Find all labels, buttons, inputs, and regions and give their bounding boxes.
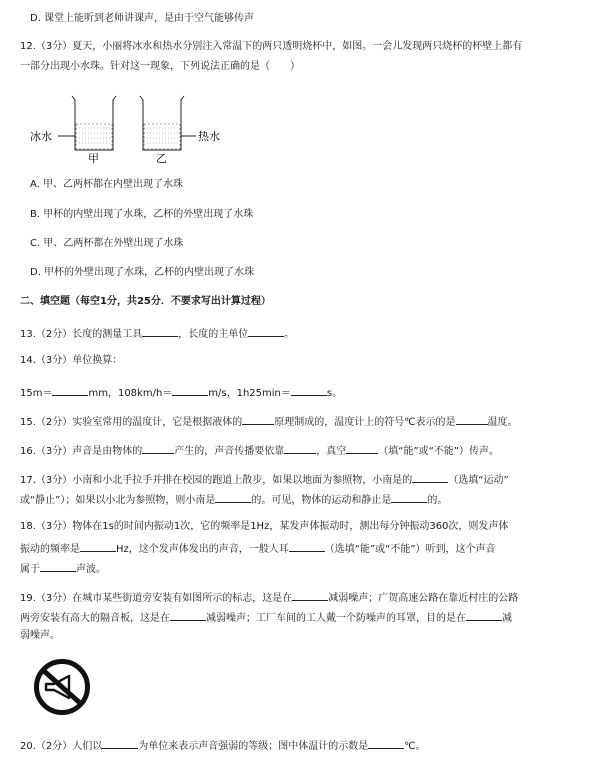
answer-blank — [284, 442, 316, 454]
q18-line1: 18.（3分）物体在1s的时间内振动1次，它的频率是1Hz，某发声体振动时，测出每分钟振动360次，则发声体 — [20, 521, 509, 532]
q17-text-d: 的。可见，物体的运动和静止是 — [251, 495, 392, 506]
label-ice-water: 冰水 — [30, 130, 52, 143]
q13-text-c: 。 — [284, 329, 295, 340]
q17-text-b: （选填“运动” — [448, 475, 509, 486]
q19-line1 — [20, 589, 518, 606]
answer-blank — [80, 540, 116, 552]
answer-blank — [242, 413, 274, 425]
answer-blank — [466, 609, 502, 621]
q14-text-b: mm，108km/h＝ — [88, 388, 173, 399]
q15 — [20, 413, 518, 430]
answer-blank — [289, 540, 325, 552]
q17-line1 — [20, 471, 509, 488]
q12-option-c: C. 甲、乙两杯都在外壁出现了水珠 — [30, 238, 184, 249]
q19-text-c: 两旁安装有高大的隔音板，这是在 — [20, 613, 170, 624]
q12-option-d: D. 甲杯的外壁出现了水珠，乙杯的内壁出现了水珠 — [30, 267, 255, 278]
q17-text-c: 或“静止”）；如果以小北为参照物，则小南是 — [20, 495, 216, 506]
q12-stem-line2: 一部分出现小水珠。针对这一现象，下列说法正确的是（ ） — [20, 61, 300, 72]
q19-text-b: 减弱噪声；广贺高速公路在靠近村庄的公路 — [328, 593, 519, 604]
q14-conversions — [20, 384, 342, 401]
no-horn-sign-icon — [32, 657, 92, 717]
label-yi: 乙 — [156, 152, 167, 165]
answer-blank — [40, 560, 76, 572]
q18-text-f: 声波。 — [76, 564, 106, 575]
q16-text-b: 产生的，声音传播要依靠 — [174, 446, 285, 457]
q18-line2 — [20, 540, 496, 557]
q13-text-b: ，长度的主单位 — [178, 329, 249, 340]
q16-text-d: （填“能”或“不能”）传声。 — [378, 446, 499, 457]
q19-line2 — [20, 609, 512, 626]
answer-blank — [215, 491, 251, 503]
answer-blank — [291, 384, 327, 396]
label-hot-water: 热水 — [198, 130, 220, 143]
q20-text-b: 为单位来表示声音强弱的等级；图中体温计的示数是 — [138, 741, 369, 752]
q15-text-a: 15.（2分）实验室常用的温度计，它是根据液体的 — [20, 417, 243, 428]
answer-blank — [346, 442, 378, 454]
q13 — [20, 325, 294, 342]
beakers-figure — [28, 92, 228, 166]
q18-text-e: 属于 — [20, 564, 40, 575]
q19-line3: 弱噪声。 — [20, 630, 60, 641]
q14-text-a: 15m＝ — [20, 388, 53, 399]
q16 — [20, 442, 499, 459]
q17-text-a: 17.（3分）小南和小北手拉手并排在校园的跑道上散步，如果以地面为参照物，小南是的 — [20, 475, 413, 486]
q16-text-c: ，真空 — [316, 446, 347, 457]
answer-blank — [172, 384, 208, 396]
q17-text-e: 的。 — [427, 495, 448, 506]
answer-blank — [456, 413, 488, 425]
q14-text-c: m/s，1h25min＝ — [208, 388, 291, 399]
q17-line2 — [20, 491, 447, 508]
beaker-yi — [140, 96, 184, 150]
q18-text-b: 振动的频率是 — [20, 544, 80, 555]
q13-text-a: 13.（2分）长度的测量工具 — [20, 329, 143, 340]
q12-option-a: A. 甲、乙两杯都在内壁出现了水珠 — [30, 179, 184, 190]
beaker-jia — [72, 96, 116, 150]
q20-text-c: ℃。 — [404, 741, 426, 752]
q11-option-d: D. 课堂上能听到老师讲课声，是由于空气能够传声 — [30, 13, 255, 24]
q20 — [20, 737, 426, 754]
q19-text-e: 减 — [502, 613, 512, 624]
q14-title: 14.（3分）单位换算： — [20, 355, 123, 366]
q14-text-d: s。 — [326, 388, 343, 399]
q12-option-b: B. 甲杯的内壁出现了水珠，乙杯的外壁出现了水珠 — [30, 209, 254, 220]
label-jia: 甲 — [88, 152, 99, 165]
q16-text-a: 16.（3分）声音是由物体的 — [20, 446, 143, 457]
answer-blank — [142, 442, 174, 454]
answer-blank — [412, 471, 448, 483]
q15-text-b: 原理制成的，温度计上的符号℃表示的是 — [274, 417, 456, 428]
answer-blank — [368, 737, 404, 749]
q15-text-c: 温度。 — [487, 417, 518, 428]
answer-blank — [292, 589, 328, 601]
q12-stem-line1: 12.（3分）夏天，小丽将冰水和热水分别注入常温下的两只透明烧杯中，如图。一会儿发现两只烧杯的杯壁上都有 — [20, 41, 523, 52]
q18-text-c: Hz，这个发声体发出的声音，一般人耳 — [116, 544, 289, 555]
q19-text-d: 减弱噪声；工厂车间的工人戴一个防噪声的耳罩，目的是在 — [206, 613, 466, 624]
answer-blank — [142, 325, 178, 337]
answer-blank — [102, 737, 138, 749]
section-2-heading: 二、填空题（每空1分，共25分．不要求写出计算过程） — [20, 296, 271, 307]
q18-text-d: （选填“能”或“不能”）听到，这个声音 — [324, 544, 496, 555]
answer-blank — [52, 384, 88, 396]
answer-blank — [391, 491, 427, 503]
q20-text-a: 20.（2分）人们以 — [20, 741, 103, 752]
answer-blank — [248, 325, 284, 337]
q19-text-a: 19.（3分）在城市某些街道旁安装有如图所示的标志，这是在 — [20, 593, 293, 604]
q18-line3 — [20, 560, 106, 577]
answer-blank — [170, 609, 206, 621]
